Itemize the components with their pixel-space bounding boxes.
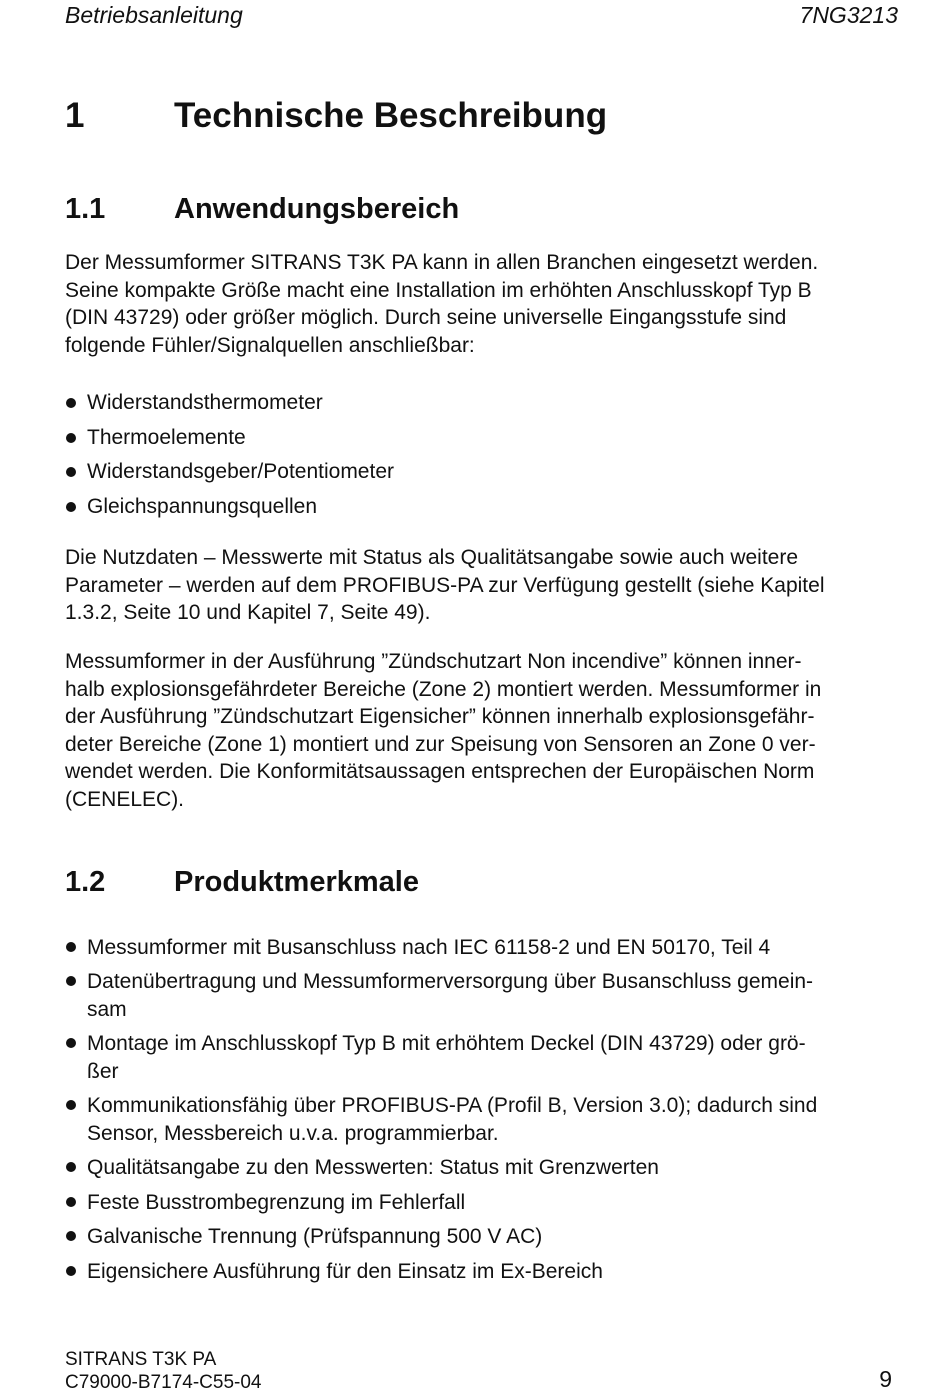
text-line: folgende Fühler/Signalquellen anschließbar: — [65, 333, 475, 357]
footer-document-number: C79000-B7174-C55-04 — [65, 1372, 262, 1393]
sensor-type-list — [65, 386, 394, 524]
text-line: der Ausführung ”Zündschutzart Eigensicher” können innerhalb explosionsgefähr- — [65, 705, 815, 729]
section-number: 1.2 — [65, 866, 106, 898]
bullet-icon — [66, 433, 76, 443]
text-line: Parameter – werden auf dem PROFIBUS-PA zur Verfügung gestellt (siehe Kapitel — [65, 573, 825, 597]
list-item: Qualitätsangabe zu den Messwerten: Status mit Grenzwerten — [65, 1154, 817, 1182]
list-item: Datenübertragung und Messumformerversorgung über Busanschluss gemein- sam — [65, 968, 817, 1023]
text-line: deter Bereiche (Zone 1) montiert und zur Speisung von Sensoren an Zone 0 ver- — [65, 732, 816, 756]
chapter-number: 1 — [65, 96, 85, 135]
chapter-heading — [65, 96, 607, 136]
bullet-icon — [66, 942, 76, 952]
bullet-icon — [66, 1100, 76, 1110]
section-heading-1-2 — [65, 866, 419, 899]
text-line: (CENELEC). — [65, 787, 185, 811]
running-header-model: 7NG3213 — [799, 2, 898, 28]
bullet-icon — [66, 502, 76, 512]
list-item: Gleichspannungsquellen — [65, 490, 394, 525]
bullet-icon — [66, 398, 76, 408]
explosion-protection-paragraph — [65, 648, 905, 814]
text-line: (DIN 43729) oder größer möglich. Durch seine universelle Eingangsstufe sind — [65, 306, 787, 330]
footer-product-name: SITRANS T3K PA — [65, 1349, 217, 1370]
section-heading-1-1 — [65, 193, 459, 226]
chapter-title: Technische Beschreibung — [174, 96, 608, 135]
section-title: Anwendungsbereich — [174, 193, 460, 225]
list-item: Galvanische Trennung (Prüfspannung 500 V AC) — [65, 1223, 817, 1251]
running-header-title: Betriebsanleitung — [65, 2, 243, 28]
intro-paragraph — [65, 249, 905, 359]
text-line: wendet werden. Die Konformitätsaussagen entsprechen der Europäischen Norm — [65, 760, 815, 784]
bullet-icon — [66, 976, 76, 986]
list-item: Widerstandsgeber/Potentiometer — [65, 455, 394, 490]
bullet-icon — [66, 1231, 76, 1241]
text-line: halb explosionsgefährdeter Bereiche (Zone 2) montiert werden. Messumformer in — [65, 677, 822, 701]
bullet-icon — [66, 1197, 76, 1207]
bullet-icon — [66, 467, 76, 477]
section-title: Produktmerkmale — [174, 866, 419, 898]
text-line: Die Nutzdaten – Messwerte mit Status als Qualitätsangabe sowie auch weitere — [65, 546, 799, 569]
text-line: Der Messumformer SITRANS T3K PA kann in allen Branchen eingesetzt werden. — [65, 251, 819, 274]
bullet-icon — [66, 1162, 76, 1172]
bullet-icon — [66, 1038, 76, 1048]
list-item: Feste Busstrombegrenzung im Fehlerfall — [65, 1189, 817, 1217]
bus-data-paragraph — [65, 544, 905, 627]
list-item: Eigensichere Ausführung für den Einsatz im Ex-Bereich — [65, 1258, 817, 1286]
text-line: 1.3.2, Seite 10 und Kapitel 7, Seite 49). — [65, 601, 431, 625]
list-item: Thermoelemente — [65, 421, 394, 456]
product-features-list — [65, 934, 817, 1285]
list-item: Kommunikationsfähig über PROFIBUS-PA (Profil B, Version 3.0); dadurch sind Sensor, Messbereich u.v.a. programmierbar. — [65, 1092, 817, 1147]
list-item: Widerstandsthermometer — [65, 386, 394, 421]
section-number: 1.1 — [65, 193, 106, 225]
bullet-icon — [66, 1266, 76, 1276]
text-line: Messumformer in der Ausführung ”Zündschutzart Non incendive” können inner- — [65, 650, 802, 673]
list-item: Messumformer mit Busanschluss nach IEC 61158-2 und EN 50170, Teil 4 — [65, 934, 817, 962]
page-number: 9 — [879, 1366, 892, 1392]
text-line: Seine kompakte Größe macht eine Installation im erhöhten Anschlusskopf Typ B — [65, 278, 812, 302]
list-item: Montage im Anschlusskopf Typ B mit erhöhtem Deckel (DIN 43729) oder grö- ßer — [65, 1030, 817, 1085]
